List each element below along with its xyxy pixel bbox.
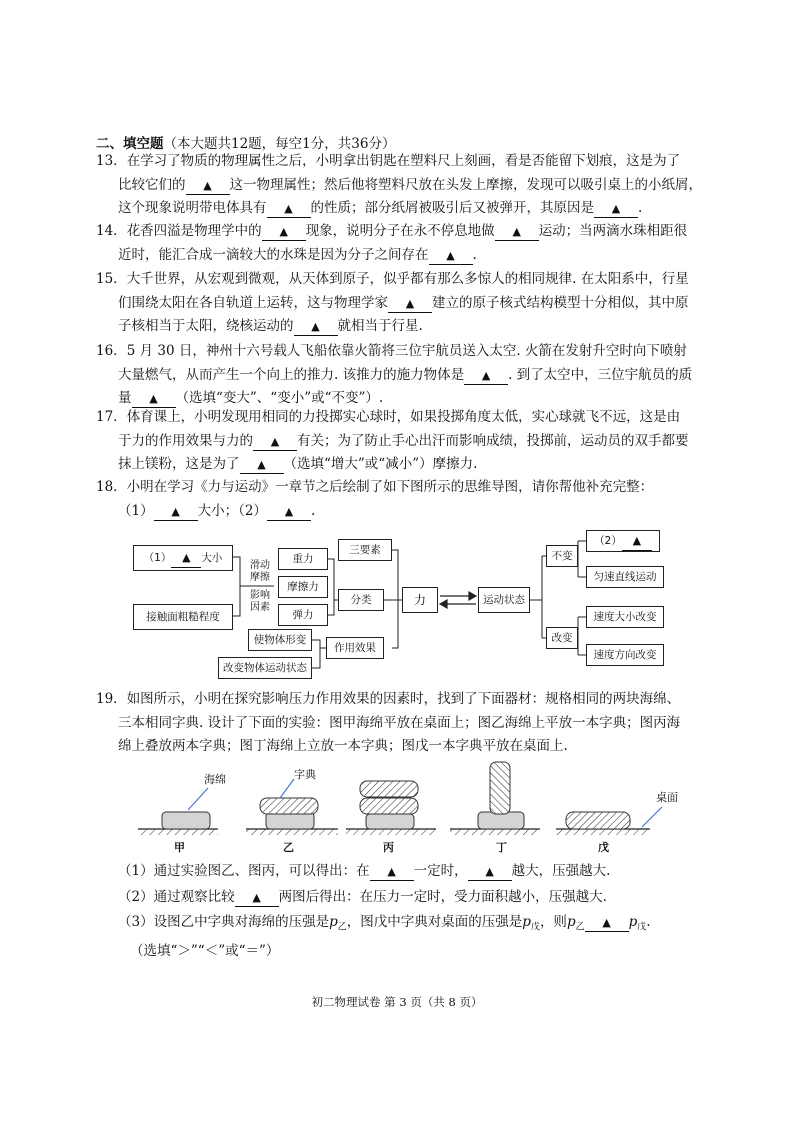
- question-text: 现象，说明分子在永不停息地做: [305, 223, 495, 239]
- sponge-yi: [266, 812, 314, 829]
- question-text: 一定时，: [413, 863, 468, 879]
- question-text: 三本相同字典. 设计了下面的实验：图甲海绵平放在桌面上；图乙海绵上平放一本字典；图丙海: [118, 714, 681, 731]
- box-text: （1）: [143, 552, 172, 564]
- elastic-box: 弹力: [278, 604, 328, 626]
- caption-jia: 甲: [174, 841, 185, 854]
- dictionary-wu: [566, 812, 630, 829]
- question-text: 建立的原子核式结构模型十分相似，其中原: [432, 294, 689, 311]
- triangle-mark: ▲: [149, 392, 158, 405]
- page-footer: 初二物理试卷 第 3 页（共 8 页）: [311, 995, 483, 1009]
- question-number: 17．: [96, 409, 127, 425]
- dictionary-label: 字典: [294, 768, 316, 781]
- question-text: 在学习了物质的物理属性之后，小明拿出钥匙在塑料尺上刻画，看是否能留下划痕，这是为了: [126, 153, 681, 169]
- triangle-mark: ▲: [481, 368, 491, 382]
- question-text: 量: [118, 390, 132, 406]
- question-text: 这个现象说明带电体具有: [118, 200, 267, 216]
- triangle-mark: ▲: [512, 225, 521, 238]
- pointer-line: [188, 788, 208, 810]
- caption-yi: 乙: [283, 841, 294, 854]
- triangle-mark: ▲: [257, 458, 266, 471]
- caption-wu: 戊: [598, 841, 609, 854]
- caption-bing: 丙: [383, 841, 394, 854]
- answer-blank[interactable]: [235, 889, 279, 907]
- deform-box: 使物体形变: [248, 629, 312, 651]
- answer-blank[interactable]: [585, 914, 629, 932]
- triangle-mark: ▲: [387, 865, 396, 878]
- three-elements-box: 三要素: [338, 539, 392, 561]
- triangle-mark: ▲: [279, 225, 288, 238]
- triangle-mark: ▲: [611, 202, 621, 215]
- question-text: （选填“增大”或“减小”）摩擦力.: [283, 456, 478, 472]
- question-text: 两图后得出：在压力一定时，受力面积越小，压强越大.: [278, 888, 607, 905]
- pressure-symbol: p: [566, 914, 576, 930]
- speed-direction-box: 速度方向改变: [586, 644, 664, 666]
- question-number: 18．: [96, 479, 127, 495]
- triangle-mark: ▲: [632, 533, 642, 547]
- dictionary-bing-2: [360, 781, 418, 797]
- friction-box: 摩擦力: [278, 576, 328, 598]
- subscript: 戊: [530, 922, 540, 933]
- motion-state-box: 运动状态: [478, 587, 530, 613]
- question-text: （3）设图乙中字典对海绵的压强是: [118, 914, 330, 930]
- question-text: 体育课上，小明发现用相同的力投掷实心球时，如果投掷角度太低，实心球就飞不远，这是由: [126, 409, 681, 425]
- sliding-friction-label: 滑动摩擦: [250, 560, 270, 583]
- unchanged-box: 不变: [546, 545, 578, 567]
- pressure-symbol: p: [329, 914, 338, 930]
- caption-ding: 丁: [496, 841, 507, 854]
- desk-surfaces: [138, 829, 650, 835]
- question-text: ，图戊中字典对桌面的压强是: [346, 914, 523, 930]
- question-text: 小明在学习《力与运动》一章节之后绘制了如下图所示的思维导图，请你帮他补充完整：: [126, 479, 654, 495]
- question-text: （1）通过实验图乙、图丙，可以得出：在: [118, 863, 370, 879]
- pressure-symbol: p: [522, 914, 531, 930]
- triangle-mark: ▲: [284, 504, 294, 518]
- question-number: 15．: [96, 271, 127, 287]
- triangle-mark: ▲: [252, 890, 261, 904]
- changed-box: 改变: [546, 627, 578, 649]
- question-text: 花香四溢是物理学中的: [126, 223, 262, 239]
- dictionary-ding: [490, 762, 510, 814]
- pressure-symbol: p: [628, 914, 638, 930]
- question-number: 16．: [96, 343, 127, 359]
- answer-blank[interactable]: [468, 863, 512, 881]
- question-text: 大小；（2）: [197, 502, 267, 519]
- question-text: 有关；为了防止手心出汗而影响成绩，投掷前，运动员的双手都要: [297, 432, 689, 449]
- triangle-mark: ▲: [284, 202, 293, 215]
- question-text: ，则: [539, 914, 567, 930]
- question-text: （2）通过观察比较: [118, 888, 235, 905]
- box-text: （2）: [594, 535, 622, 547]
- question-text: .: [638, 200, 643, 216]
- question-text: 抹上镁粉，这是为了: [118, 456, 240, 472]
- factors-label: 影响因素: [250, 590, 270, 613]
- question-text: 们围绕太阳在各自轨道上运转，这与物理学家: [118, 294, 388, 311]
- triangle-mark: ▲: [405, 296, 415, 310]
- question-number: 14．: [96, 223, 127, 239]
- dictionary-yi: [260, 798, 318, 814]
- sponge-jia: [162, 812, 210, 829]
- pointer-line: [642, 807, 662, 827]
- sponge-ding: [478, 812, 524, 829]
- change-motion-box: 改变物体运动状态: [218, 657, 312, 679]
- question-text: .: [472, 246, 477, 263]
- triangle-mark: ▲: [171, 504, 180, 518]
- question-text: （1）: [118, 502, 154, 519]
- force-box: 力: [402, 587, 438, 613]
- question-text: 大千世界，从宏观到微观，从天体到原子，似乎都有那么多惊人的相同规律. 在太阳系中，行星: [126, 271, 689, 287]
- section-title: 二、填空题: [96, 136, 164, 152]
- question-text: .: [310, 502, 316, 519]
- question-text: 比较它们的: [118, 176, 186, 193]
- triangle-mark: ▲: [270, 434, 280, 448]
- question-text: 5 月 30 日，神州十六号载人飞船依靠火箭将三位宇航员送入太空. 火箭在发射升空时向下喷射: [126, 343, 687, 359]
- pointer-line: [280, 779, 294, 798]
- question-19-subparts: [118, 860, 708, 964]
- desk-label: 桌面: [656, 791, 678, 804]
- question-text: .: [646, 914, 651, 930]
- question-text: 运动；当两滴水珠相距很: [538, 223, 688, 239]
- question-text: 大量燃气，从而产生一个向上的推力. 该推力的施力物体是: [118, 366, 465, 383]
- triangle-mark: ▲: [446, 248, 455, 262]
- question-number: 13．: [96, 153, 127, 169]
- speed-size-box: 速度大小改变: [586, 606, 664, 628]
- question-text: 这一物理属性；然后他将塑料尺放在头发上摩擦，发现可以吸引桌上的小纸屑，: [229, 176, 702, 193]
- subscript: 戊: [637, 922, 647, 933]
- sponge-label: 海绵: [204, 773, 226, 786]
- triangle-mark: ▲: [485, 865, 494, 878]
- subscript: 乙: [575, 922, 585, 933]
- question-text: 近时，能汇合成一滴较大的水珠是因为分子之间存在: [118, 246, 429, 263]
- subscript: 乙: [337, 922, 347, 933]
- question-text: （选填“变大”、“变小”或“不变”）.: [175, 390, 384, 406]
- triangle-mark: ▲: [311, 320, 320, 333]
- question-text: 越大，压强越大.: [511, 863, 611, 879]
- triangle-mark: ▲: [203, 178, 212, 192]
- classify-box: 分类: [338, 589, 384, 611]
- box-text: 大小: [201, 552, 223, 564]
- question-text: . 到了太空中，三位宇航员的质: [508, 366, 693, 383]
- question-number: 19．: [96, 691, 127, 707]
- question-text: 如图所示，小明在探究影响压力作用效果的因素时，找到了下面器材：规格相同的两块海绵、: [126, 691, 681, 707]
- effect-box: 作用效果: [326, 637, 384, 659]
- question-text: （选填“＞”“＜”或“＝”）: [130, 943, 280, 960]
- contact-roughness-box: 接触面粗糙程度: [133, 604, 233, 630]
- gravity-box: 重力: [278, 548, 328, 570]
- uniform-motion-box: 匀速直线运动: [586, 566, 664, 588]
- question-text: 绵上叠放两本字典；图丁海绵上立放一本字典；图戊一本字典平放在桌面上.: [118, 738, 568, 754]
- question-text: 的性质；部分纸屑被吸引后又被弹开，其原因是: [310, 200, 594, 216]
- section-note: （本大题共12题，每空1分，共36分）: [163, 136, 396, 152]
- sponge-bing: [366, 814, 414, 829]
- question-text: 就相当于行星.: [337, 318, 423, 334]
- question-text: 子核相当于太阳，绕核运动的: [118, 318, 294, 334]
- triangle-mark: ▲: [182, 550, 191, 564]
- answer-blank[interactable]: [370, 863, 414, 881]
- dictionary-bing-1: [360, 798, 418, 814]
- question-text: 于力的作用效果与力的: [118, 432, 253, 449]
- triangle-mark: ▲: [602, 916, 611, 929]
